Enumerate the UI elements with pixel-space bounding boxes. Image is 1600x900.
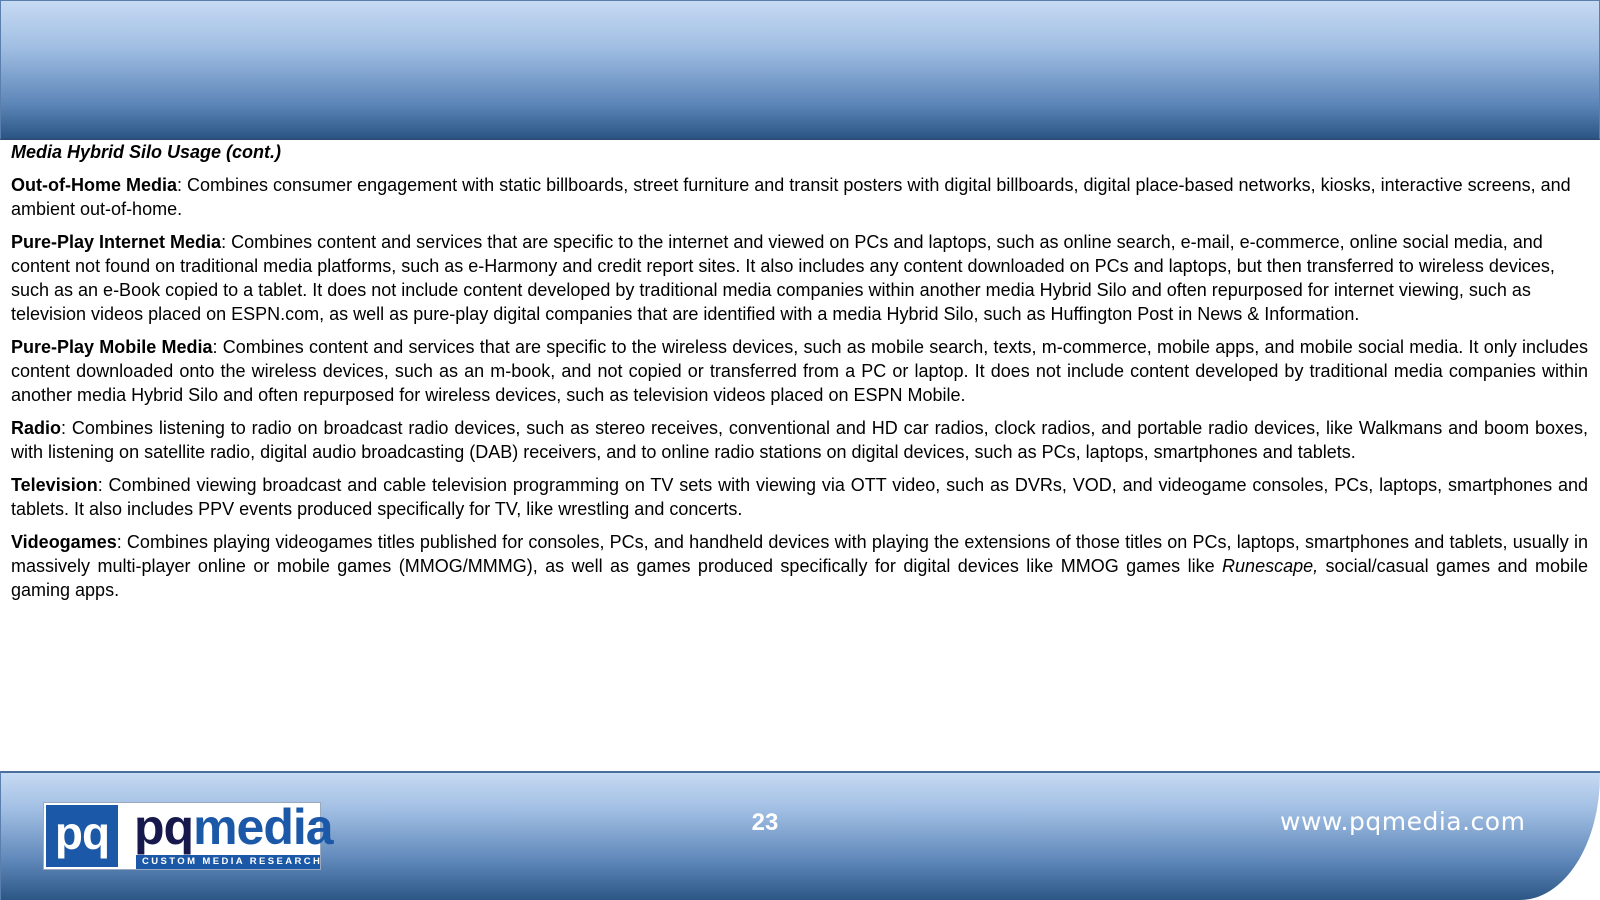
logo-wordmark <box>134 799 333 855</box>
definition-term: Pure-Play Mobile Media <box>11 337 213 358</box>
header-banner <box>0 0 1600 140</box>
definition-pure-play-mobile <box>11 336 1588 407</box>
definition-term: Television <box>11 475 98 496</box>
definition-term: Pure-Play Internet Media <box>11 232 222 253</box>
logo-tagline: CUSTOM MEDIA RESEARCH <box>142 856 323 867</box>
definition-term: Videogames <box>11 532 117 553</box>
definition-videogames <box>11 531 1588 602</box>
definition-television <box>11 474 1588 522</box>
definition-text: : Combined viewing broadcast and cable television programming on TV sets with viewing via OTT video, such as DVRs, VOD, and videogame consoles, PCs, laptops, smartphones and tablets. It also includes PPV events produced specifically for TV, like wrestling and concerts. <box>11 475 1588 519</box>
definition-text: : Combines content and services that are specific to the internet and viewed on PCs and laptops, such as online search, e-mail, e-commerce, online social media, and content not found on traditional media platforms, such as e-Harmony and credit report sites. It also includes any content downloaded on PCs and laptops, but then transferred to wireless devices, such as an e-Book copied to a tablet. It does not include content developed by traditional media companies within another media Hybrid Silo and often repurposed for internet viewing, such as television videos placed on ESPN.com, as well as pure-play digital companies that are identified with a media Hybrid Silo, such as Huffington Post in News & Information. <box>11 232 1555 324</box>
logo-tagline-bar <box>136 855 323 869</box>
definition-radio <box>11 417 1588 465</box>
logo-word-media: media <box>193 799 333 855</box>
definition-text: : Combines content and services that are specific to the wireless devices, such as mobile search, texts, m-commerce, mobile apps, and mobile social media. It only includes content downloaded onto the wireless devices, such as an m-book, and not copied or transferred from a PC or laptop. It does not include content developed by traditional media companies within another media Hybrid Silo and often repurposed for wireless devices, such as television videos placed on ESPN Mobile. <box>11 337 1588 405</box>
definition-text: : Combines listening to radio on broadcast radio devices, such as stereo receives, conventional and HD car radios, clock radios, and portable radio devices, like Walkmans and boom boxes, with listening on satellite radio, digital audio broadcasting (DAB) receivers, and to online radio stations on digital devices, such as PCs, laptops, smartphones and tablets. <box>11 417 1588 462</box>
logo-mark: pq <box>46 805 118 867</box>
definition-italic-title: Runescape, <box>1222 555 1319 576</box>
page-number: 23 <box>751 809 779 836</box>
definition-term: Out-of-Home Media <box>11 175 177 196</box>
definition-text: : Combines playing videogames titles published for consoles, PCs, and handheld devices with playing the extensions of those titles on PCs, laptops, smartphones and tablets, usually in massively multi-player online or mobile games (MMOG/MMMG), as well as games produced specifically for digital devices like MMOG games like <box>11 532 1588 576</box>
definition-term: Radio <box>11 417 62 438</box>
definition-text: : Combines consumer engagement with static billboards, street furniture and transit posters with digital billboards, digital place-based networks, kiosks, interactive screens, and ambient out-of-home. <box>11 175 1571 220</box>
page-title: Media Hybrid Silo Usage (cont.) <box>11 142 282 162</box>
website-url: www.pqmedia.com <box>1280 807 1526 836</box>
document-body <box>11 141 1588 612</box>
logo-word-pq: pq <box>134 799 194 855</box>
definition-text-after: social/casual games and mobile gaming apps. <box>11 555 1588 600</box>
definition-out-of-home <box>11 174 1588 222</box>
section-title <box>11 141 1588 165</box>
definition-pure-play-internet <box>11 231 1588 326</box>
footer-banner <box>0 771 1600 900</box>
pqmedia-logo <box>43 799 333 870</box>
